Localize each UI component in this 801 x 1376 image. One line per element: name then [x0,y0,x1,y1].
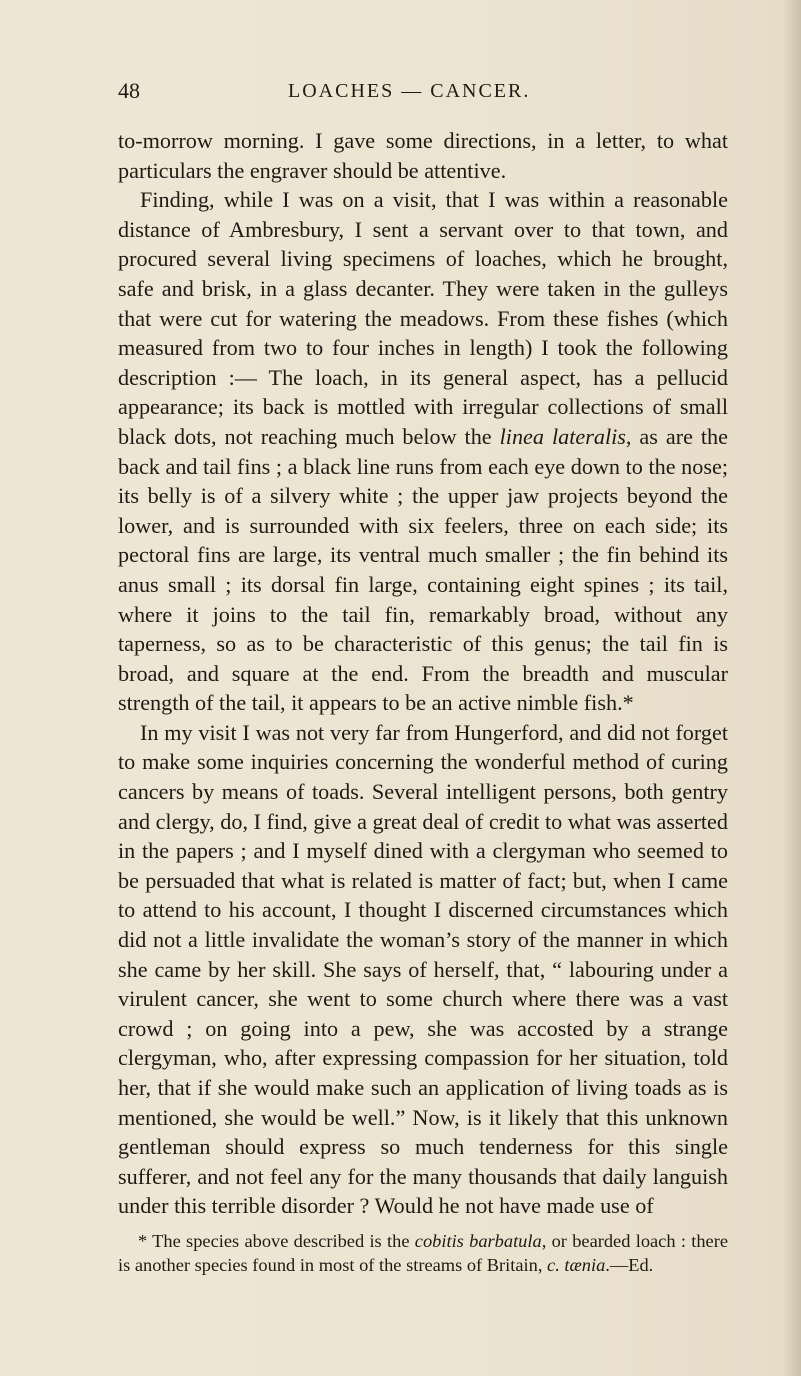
footnote-italic-species: cobitis barbatula [414,1231,542,1251]
paragraph-1-text: to-morrow morning. I gave some directions, in a letter, to what particulars the engraver should be attentive. [118,128,728,183]
running-head: LOACHES — CANCER. [288,80,531,102]
paragraph-3-text: In my visit I was not very far from Hungerford, and did not forget to make some inquiries concerning the wonderful method of curing cancers by means of toads. Several intelligent persons, both gentry and clergy, do, I find, give a great deal of credit to what was asserted in the papers ; and I myself dined with a clergyman who seemed to be persuaded that what is related is matter of fact; but, when I came to attend to his account, I thought I discerned circumstances which did not a little invalidate the woman’s story of the manner in which she came by her skill. She says of herself, that, “ labouring under a virulent cancer, she went to some church where there was a vast crowd ; on going into a pew, she was accosted by a strange clergyman, who, after expressing compassion for her situation, told her, that if she would make such an application of living toads as is mentioned, she would be well.” Now, is it likely that this unknown gentleman should express so much tenderness for this single sufferer, and not feel any for the many thousands that daily languish under this terrible disorder ? Would he not have made use of [118,719,728,1219]
footnote-text-b: , or bearded loach : there is another species found in most of the streams of Britain, [118,1231,729,1275]
paragraph-1 [118,126,728,185]
footnote-text-a: * The species above described is the [138,1231,415,1251]
paragraph-2 [118,185,728,718]
footnote-text [118,1229,728,1277]
footnote [118,1229,728,1277]
page-edge-shadow [783,0,801,1376]
paragraph-3 [118,718,728,1221]
page-header [118,78,728,108]
paragraph-2-text-b: , as are the back and tail fins ; a black line runs from each eye down to the nose; its belly is of a silvery white ; the upper jaw projects beyond the lower, and is surrounded with six feelers, three on each side; its pectoral fins are large, its ventral much smaller ; the fin behind its anus small ; its dorsal fin large, containing eight spines ; its tail, where it joins to the tail fin, remarkably broad, without any taperness, so as to be characteristic of this genus; the tail fin is broad, and square at the end. From the breadth and muscular strength of the tail, it appears to be an active nimble fish.* [118,423,728,716]
body-text [118,126,728,1221]
paragraph-2-italic: linea lateralis [499,423,626,449]
paragraph-2-text-a: Finding, while I was on a visit, that I was within a reasonable distance of Ambresbury, I sent a servant over to that town, and procured several living specimens of loaches, which he brought, safe and brisk, in a glass decanter. They were taken in the gulleys that were cut for watering the meadows. From these fishes (which measured from two to four inches in length) I took the following description :— The loach, in its general aspect, has a pellucid appearance; its back is mottled with irregular collections of small black dots, not reaching much below the [118,187,728,449]
page-number: 48 [118,78,140,103]
footnote-text-c: .—Ed. [605,1255,654,1275]
footnote-italic-species-2: c. tænia [547,1255,606,1275]
